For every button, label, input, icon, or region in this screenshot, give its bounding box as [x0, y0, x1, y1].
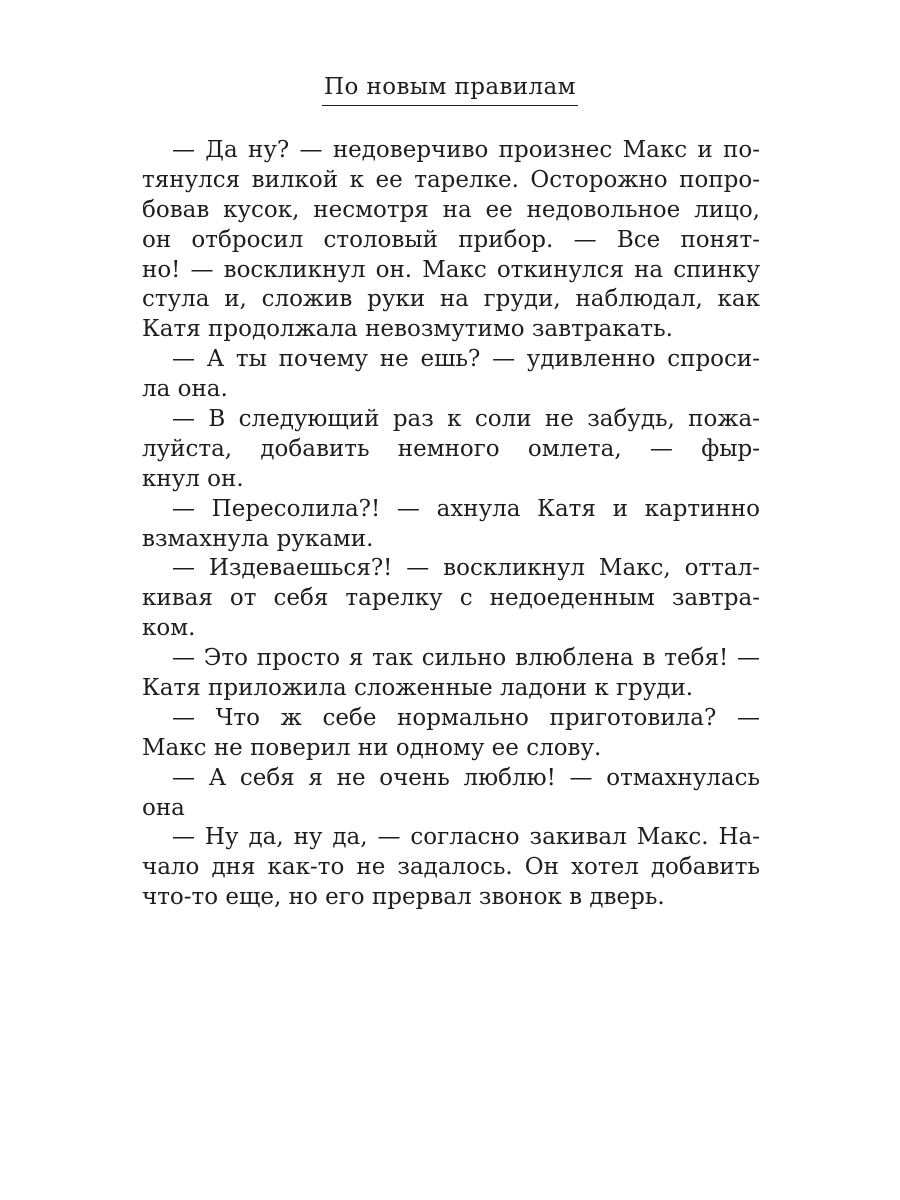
text-line: кнул он.	[142, 465, 244, 492]
body-text	[142, 136, 760, 913]
text-line: стула и, сложив руки на груди, наблюдал, как	[142, 286, 760, 313]
text-line: Катя продолжала невозмутимо завтракать.	[142, 316, 673, 343]
text-line: — Ну да, ну да, — согласно закивал Макс. На-	[172, 824, 760, 851]
text-line: тянулся вилкой к ее тарелке. Осторожно попро-	[142, 166, 760, 193]
text-line: — Издеваешься?! — воскликнул Макс, оттал-	[172, 555, 760, 582]
text-line: бовав кусок, несмотря на ее недовольное лицо,	[142, 196, 760, 223]
text-line: — А себя я не очень люблю! — отмахнулась	[172, 764, 760, 791]
text-line: — А ты почему не ешь? — удивленно спроси-	[172, 346, 760, 373]
running-title: По новым правилам	[322, 74, 578, 106]
text-line: что-то еще, но его прервал звонок в дверь.	[142, 884, 665, 911]
text-line: кивая от себя тарелку с недоеденным завтра-	[142, 585, 760, 612]
text-line: ла она.	[142, 376, 228, 403]
text-line: ком.	[142, 615, 196, 642]
text-line: — Это просто я так сильно влюблена в тебя! —	[172, 645, 760, 672]
running-header	[0, 74, 900, 106]
text-line: чало дня как-то не задалось. Он хотел добавить	[142, 854, 760, 881]
text-line: но! — воскликнул он. Макс откинулся на спинку	[142, 256, 760, 283]
text-line: — Да ну? — недоверчиво произнес Макс и по-	[172, 137, 760, 163]
text-line: — Пересолила?! — ахнула Катя и картинно	[172, 495, 760, 522]
text-line: взмахнула руками.	[142, 525, 374, 552]
text-line: Катя приложила сложенные ладони к груди.	[142, 675, 694, 702]
text-line: луйста, добавить немного омлета, — фыр-	[142, 435, 760, 462]
text-line: он отбросил столовый прибор. — Все понят-	[142, 226, 760, 253]
text-line: Макс не поверил ни одному ее слову.	[142, 734, 602, 761]
text-line: — В следующий раз к соли не забудь, пожа-	[172, 406, 760, 433]
text-line: — Что ж себе нормально приготовила? —	[172, 704, 760, 731]
text-line: она	[142, 794, 185, 821]
